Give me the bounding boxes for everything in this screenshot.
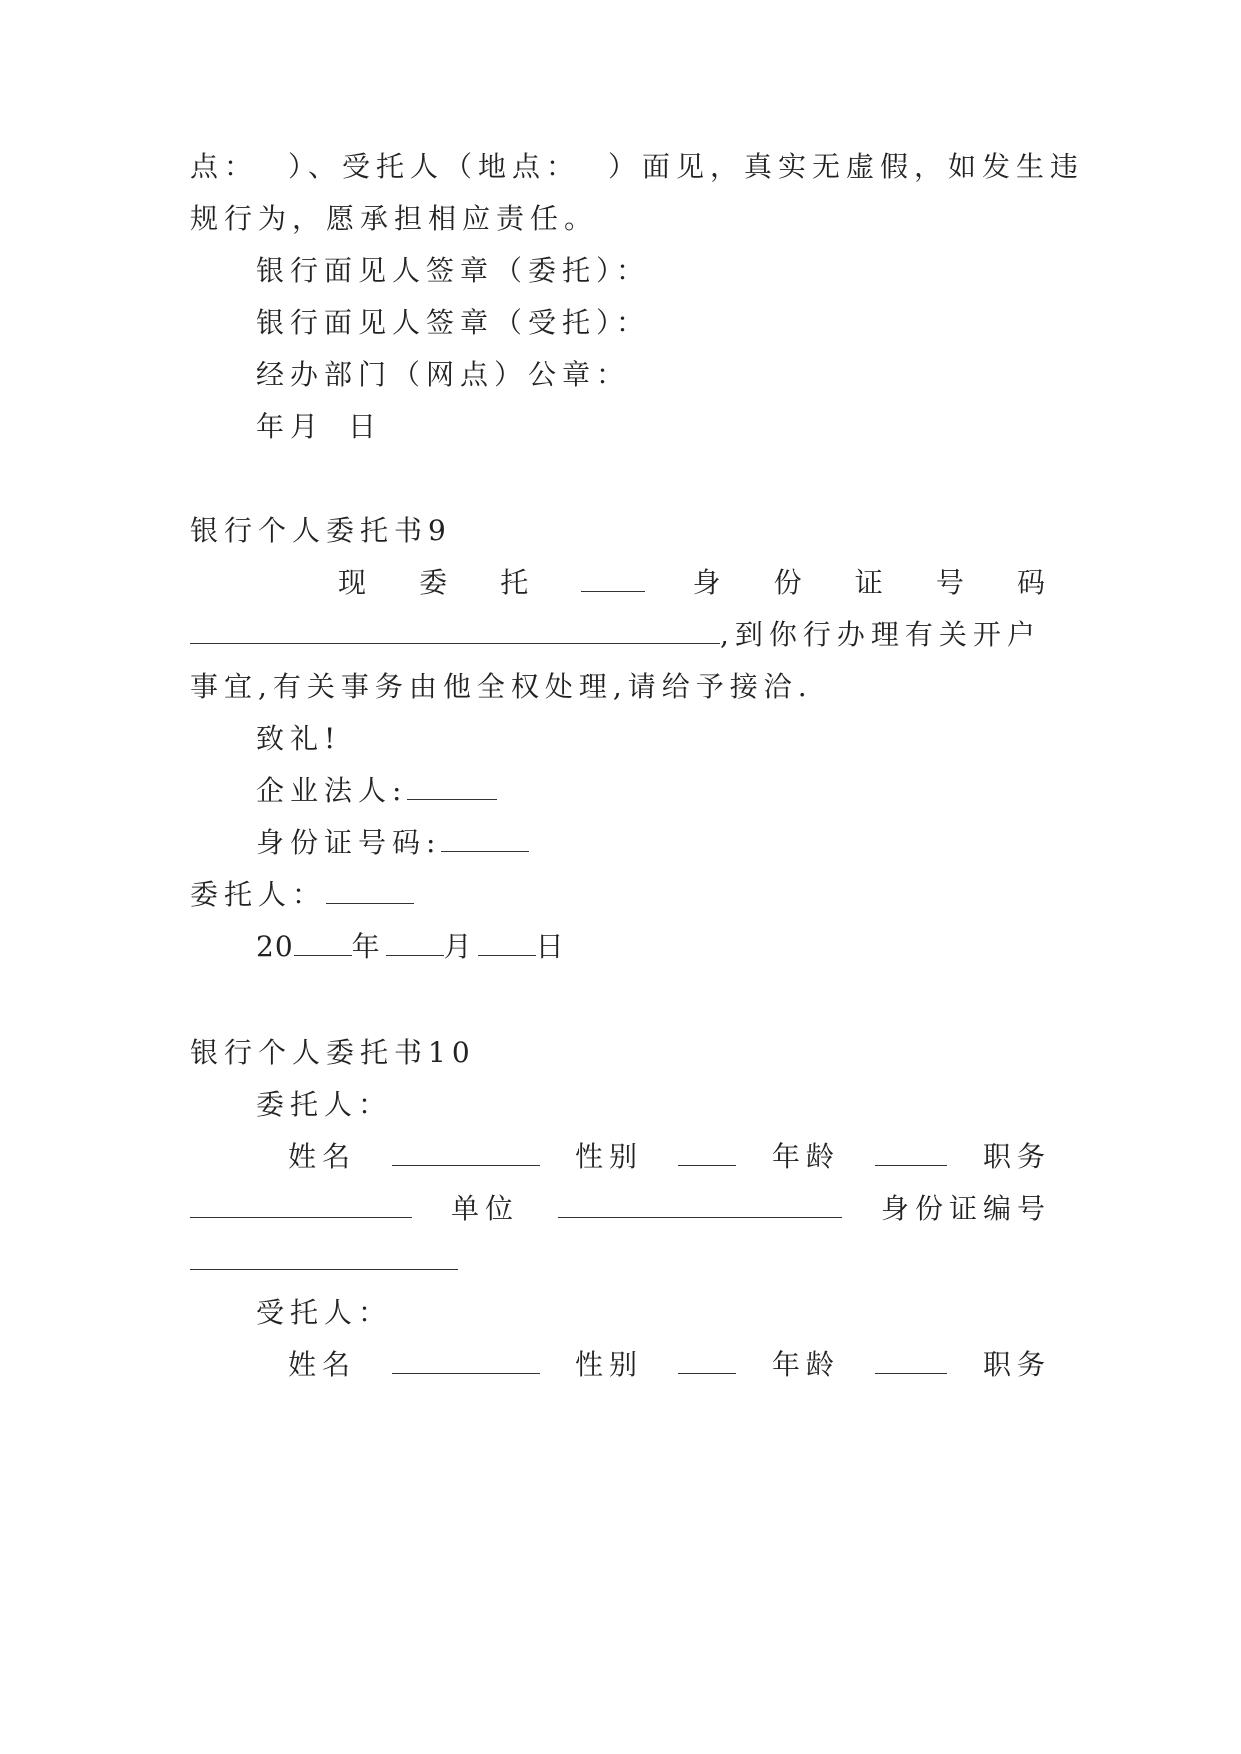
name-label: 姓名	[288, 1140, 357, 1173]
gender-blank	[678, 1143, 736, 1166]
position-blank	[190, 1195, 412, 1218]
text-char: 托	[500, 566, 535, 599]
entruster-label: 委托人：	[190, 878, 327, 911]
text-char: 份	[773, 566, 808, 599]
name-label: 姓名	[288, 1348, 357, 1381]
entruster-heading: 委托人：	[256, 1088, 393, 1121]
blank-field	[581, 569, 645, 592]
section-title-10: 银行个人委托书10	[190, 1036, 476, 1069]
id-number-line	[190, 823, 1117, 863]
age-blank	[875, 1143, 947, 1166]
age-blank	[875, 1351, 947, 1374]
bank-signature-entrust: 银行面见人签章（委托）：	[256, 254, 651, 287]
year-label: 年	[351, 930, 386, 963]
text-fragment: ）、受托人（地点：	[288, 150, 581, 183]
date-year-month: 年月	[256, 410, 325, 443]
age-label: 年龄	[771, 1348, 840, 1381]
day-blank	[478, 933, 536, 956]
text-fragment: ,到你行办理有关开户	[720, 618, 1041, 651]
entrust-line-1	[190, 563, 1051, 603]
id-number-blank	[441, 829, 529, 852]
position-label: 职务	[982, 1348, 1051, 1381]
unit-label: 单位	[450, 1192, 519, 1225]
text-char: 号	[935, 566, 970, 599]
entruster-blank	[326, 881, 414, 904]
date-day: 日	[348, 410, 383, 443]
year-prefix: 20	[256, 930, 294, 963]
text-fragment: 点：	[190, 150, 259, 183]
entruster-info-line-1	[190, 1137, 1051, 1177]
trustee-heading: 受托人：	[256, 1296, 393, 1329]
entruster-info-line-2	[190, 1189, 1051, 1229]
statement-line-1	[190, 147, 1085, 187]
gender-blank	[678, 1351, 736, 1374]
entrust-line-2	[190, 615, 1051, 655]
age-label: 年龄	[771, 1140, 840, 1173]
signing-date-line	[190, 927, 1117, 967]
text-char: 现	[338, 566, 373, 599]
trustee-info-line-1	[190, 1345, 1051, 1385]
statement-line-2: 规行为，愿承担相应责任。	[190, 202, 599, 235]
year-blank	[294, 933, 352, 956]
text-char: 证	[854, 566, 889, 599]
text-char: 码	[1016, 566, 1051, 599]
unit-blank	[558, 1195, 842, 1218]
salutation: 致礼!	[256, 722, 342, 755]
bank-signature-accept: 银行面见人签章（受托）：	[256, 306, 651, 339]
id-number-label: 身份证编号	[880, 1192, 1051, 1225]
month-blank	[386, 933, 444, 956]
name-blank	[392, 1143, 540, 1166]
gender-label: 性别	[574, 1140, 643, 1173]
legal-person-blank	[407, 777, 497, 800]
gender-label: 性别	[574, 1348, 643, 1381]
department-seal: 经办部门（网点）公章：	[256, 358, 631, 391]
id-number-blank	[190, 621, 720, 644]
entruster-info-line-3	[190, 1241, 1051, 1281]
position-label: 职务	[982, 1140, 1051, 1173]
id-number-blank	[190, 1247, 458, 1270]
date-line	[190, 407, 1117, 447]
text-char: 身	[692, 566, 727, 599]
text-char: 委	[419, 566, 454, 599]
text-fragment: ）面见，真实无虚假，如发生违	[608, 150, 1085, 183]
legal-person-line	[190, 771, 1117, 811]
entruster-line	[190, 875, 1051, 915]
section-title-9: 银行个人委托书9	[190, 514, 452, 547]
day-label: 日	[535, 930, 570, 963]
id-number-label: 身份证号码:	[256, 826, 442, 859]
entrust-line-3: 事宜,有关事务由他全权处理,请给予接洽.	[190, 670, 813, 703]
name-blank	[392, 1351, 540, 1374]
month-label: 月	[443, 930, 478, 963]
legal-person-label: 企业法人:	[256, 774, 408, 807]
